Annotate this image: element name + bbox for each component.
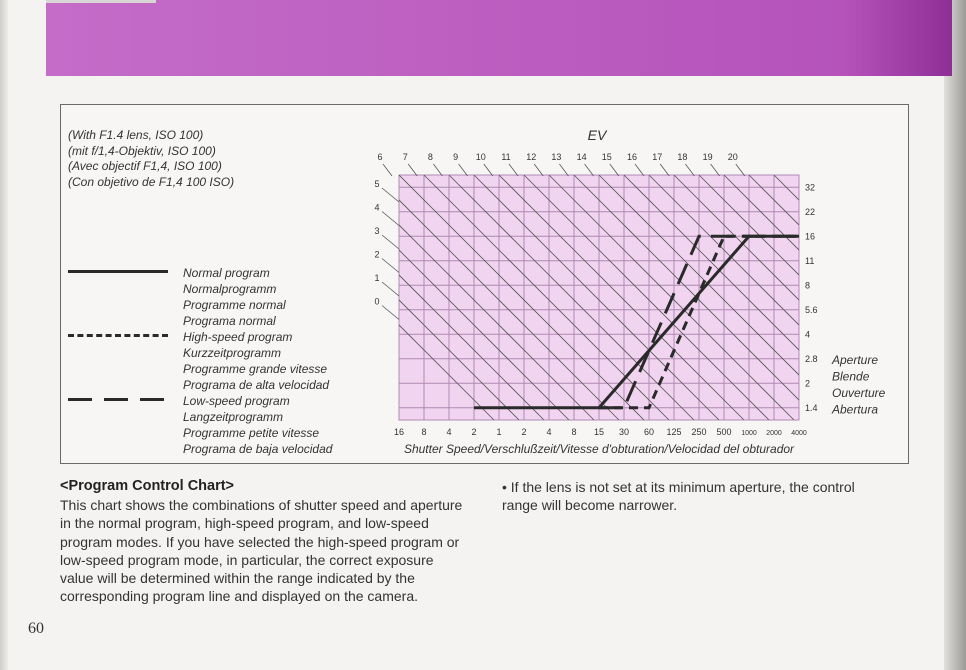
- page-left-edge: [0, 0, 8, 670]
- ev-top-label: 15: [601, 152, 612, 162]
- legend-labels: [183, 329, 329, 393]
- ev-leader: [685, 164, 694, 176]
- ev-leader: [559, 164, 568, 176]
- ev-top-label: 16: [626, 152, 638, 162]
- ev-leader: [382, 259, 399, 273]
- ev-top-label: 13: [551, 152, 562, 162]
- x-tick-label: 60: [643, 427, 655, 437]
- y-tick-label: 2.8: [805, 353, 818, 364]
- legend-label: Programme grande vitesse: [183, 362, 328, 376]
- ev-leader: [610, 164, 619, 176]
- x-tick-label: 500: [716, 427, 732, 437]
- page-number: 60: [28, 620, 44, 637]
- legend-label: Normalprogramm: [183, 282, 277, 296]
- y-axis-title: Abertura: [832, 402, 879, 417]
- y-axis-title: Blende: [832, 369, 870, 384]
- ev-top-label: 20: [727, 152, 738, 162]
- legend-dash-swatch: [68, 334, 168, 337]
- x-tick-label: 4: [446, 427, 452, 437]
- legend-label: Low-speed program: [183, 394, 290, 408]
- ev-leader: [433, 164, 442, 176]
- y-tick-label: 32: [805, 182, 816, 193]
- x-tick-label: 2000: [766, 430, 782, 437]
- y-tick-label: 11: [805, 255, 815, 266]
- x-tick-label: 1000: [741, 430, 757, 437]
- x-tick-label: 1: [496, 427, 502, 437]
- ev-leader: [382, 188, 399, 202]
- ev-top-label: 17: [652, 152, 663, 162]
- ev-leader: [382, 212, 399, 226]
- ev-top-label: 11: [501, 152, 511, 162]
- ev-top-label: 9: [453, 152, 459, 162]
- note-text: • If the lens is not set at its minimum aperture, the control range will become narrower.: [502, 479, 855, 514]
- ev-top-label: 12: [526, 152, 537, 162]
- legend-high-speed: [68, 329, 358, 393]
- x-tick-label: 16: [393, 427, 405, 437]
- ev-leader: [736, 164, 745, 176]
- legend-label: Programme petite vitesse: [183, 426, 320, 440]
- x-tick-label: 15: [593, 427, 605, 437]
- condition-line: (Avec objectif F1,4, ISO 100): [68, 159, 222, 173]
- ev-top-label: 18: [677, 152, 688, 162]
- x-tick-label: 2: [471, 427, 477, 437]
- ev-top-label: 8: [427, 152, 433, 162]
- ev-top-label: 10: [475, 152, 486, 162]
- legend-label: Programme normal: [183, 298, 286, 312]
- legend-labels: [183, 393, 332, 457]
- x-tick-label: 4000: [791, 430, 807, 437]
- y-tick-label: 4: [805, 329, 811, 340]
- x-tick-label: 8: [421, 427, 427, 437]
- legend-low-speed: [68, 393, 358, 457]
- x-tick-label: 8: [571, 427, 577, 437]
- ev-top-label: 19: [702, 152, 713, 162]
- x-tick-label: 125: [666, 427, 682, 437]
- ev-leader: [635, 164, 644, 176]
- description-column: [60, 478, 465, 606]
- y-tick-label: 16: [805, 231, 816, 242]
- lens-conditions: [68, 128, 234, 190]
- ev-left-label: 5: [374, 179, 380, 189]
- ev-leader: [660, 164, 669, 176]
- ev-leader: [484, 164, 493, 176]
- ev-leader: [382, 306, 399, 320]
- section-title: <Program Control Chart>: [60, 478, 235, 494]
- ev-left-label: 0: [374, 296, 380, 307]
- ev-top-label: 14: [576, 152, 587, 162]
- x-tick-label: 250: [691, 427, 707, 437]
- ev-leader: [383, 164, 392, 176]
- header-top-strip: [46, 0, 156, 3]
- ev-leader: [382, 282, 399, 296]
- ev-left-label: 3: [374, 226, 380, 236]
- ev-left-label: 1: [374, 273, 380, 283]
- legend-labels: [183, 265, 286, 329]
- legend-solid-swatch: [68, 270, 168, 273]
- ev-axis-title: EV: [587, 127, 607, 143]
- y-tick-label: 1.4: [805, 402, 818, 413]
- legend-label: Programa de alta velocidad: [183, 378, 330, 392]
- legend-label: Programa normal: [183, 314, 276, 328]
- header-band: [46, 0, 952, 76]
- description-paragraph: This chart shows the combinations of shutter speed and aperture in the normal program, high-speed program, and low-speed program modes. If you have selected the high-speed program or low-speed program mode, in particular, the correct exposure value will be determined within the range indicated by the corresponding program line and displayed on the camera.: [60, 497, 463, 605]
- y-tick-label: 5.6: [805, 304, 818, 315]
- ev-top-label: 6: [377, 152, 383, 162]
- ev-leader: [509, 164, 518, 176]
- ev-leader: [382, 235, 399, 249]
- program-control-chart: [360, 120, 900, 460]
- ev-left-label: 4: [374, 202, 380, 213]
- ev-leader: [534, 164, 543, 176]
- ev-leader: [711, 164, 720, 176]
- legend-normal: [68, 265, 358, 329]
- x-axis-title: Shutter Speed/Verschlußzeit/Vitesse d'obturation/Velocidad del obturador: [403, 442, 795, 456]
- legend-label: High-speed program: [183, 330, 293, 344]
- ev-leader: [459, 164, 468, 176]
- ev-top-label: 7: [402, 152, 408, 162]
- condition-line: (Con objetivo de F1,4 100 ISO): [68, 174, 235, 189]
- condition-line: (With F1.4 lens, ISO 100): [68, 128, 204, 142]
- legend-label: Langzeitprogramm: [183, 410, 284, 424]
- legend-label: Programa de baja velocidad: [183, 442, 333, 456]
- y-tick-label: 2: [805, 378, 811, 389]
- x-tick-label: 4: [546, 427, 552, 437]
- legend-label: Normal program: [183, 266, 270, 280]
- ev-leader: [408, 164, 417, 176]
- y-tick-label: 8: [805, 280, 811, 291]
- page-right-edge: [944, 0, 966, 670]
- legend: [68, 265, 358, 457]
- condition-line: (mit f/1,4-Objektiv, ISO 100): [68, 143, 216, 158]
- ev-leader: [585, 164, 594, 176]
- ev-left-label: 2: [374, 249, 380, 260]
- y-axis-title: Aperture: [832, 353, 879, 367]
- y-tick-label: 22: [805, 206, 816, 217]
- legend-label: Kurzzeitprogramm: [183, 346, 282, 360]
- x-tick-label: 2: [521, 427, 527, 437]
- x-tick-label: 30: [618, 427, 630, 437]
- y-axis-title: Ouverture: [832, 386, 886, 400]
- legend-longdash-swatch: [68, 398, 168, 401]
